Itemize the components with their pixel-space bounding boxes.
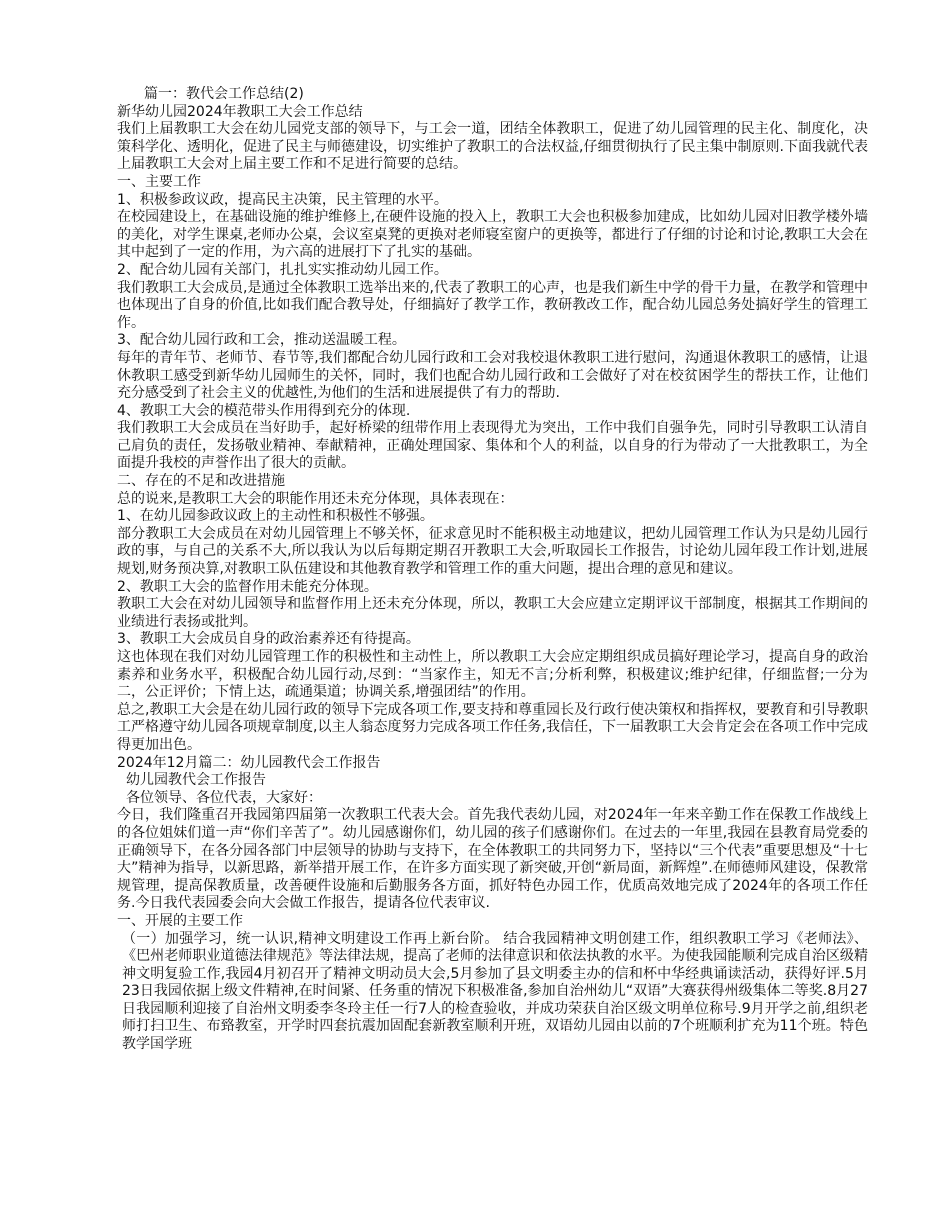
paragraph: 新华幼儿园2024年教职工大会工作总结 xyxy=(117,103,363,120)
paragraph: 2、配合幼儿园有关部门，扎扎实实推动幼儿园工作。 xyxy=(117,261,448,278)
paragraph: 各位领导、各位代表，大家好： xyxy=(126,789,322,806)
paragraph: 我们教职工大会成员在当好助手，起好桥梁的纽带作用上表现得尤为突出，工作中我们自强争先，同时引导教职工认清自己肩负的责任，发扬敬业精神、奉献精神，正确处理国家、集体和个人的利益，以自身的行为带动了一大批教职工，为全面提升我校的声誉作出了很大的贡献。 xyxy=(117,420,868,472)
paragraph: 今日，我们隆重召开我园第四届第一次教职工代表大会。首先我代表幼儿园，对2024年一年来辛勤工作在保教工作战线上的各位姐妹们道一声“你们辛苦了”。幼儿园感谢你们，幼儿园的孩子们感谢你们。在过去的一年里,我园在县教育局党委的正确领导下，在各分园各部门中层领导的协助与支持下，在全体教职工的共同努力下，坚持以“三个代表”重要思想及“十七大”精神为指导，以新思路，新举措开展工作，在许多方面实现了新突破,开创“新局面，新辉煌”.在师德师风建设，保教常规管理，提高保教质量，改善硬件设施和后勤服务各方面，抓好特色办园工作，优质高效地完成了2024年的各项工作任务.今日我代表园委会向大会做工作报告，提请各位代表审议. xyxy=(117,807,868,912)
paragraph: 这也体现在我们对幼儿园管理工作的积极性和主动性上，所以教职工大会应定期组织成员搞好理论学习，提高自身的政治素养和业务水平，积极配合幼儿园行动,尽到：“当家作主，知无不言;分析利弊，积极建议;维护纪律，仔细监督;一分为二，公正评价；下情上达，疏通渠道；协调关系,增强团结”的作用。 xyxy=(117,649,868,701)
paragraph: 篇一：教代会工作总结(2) xyxy=(144,86,304,102)
paragraph: 一、开展的主要工作 xyxy=(117,912,243,929)
paragraph: 2024年12月篇二：幼儿园教代会工作报告 xyxy=(117,754,381,771)
paragraph: 教职工大会在对幼儿园领导和监督作用上还未充分体现，所以，教职工大会应建立定期评议干部制度，根据其工作期间的业绩进行表扬或批判。 xyxy=(117,596,868,630)
paragraph: 1、在幼儿园参政议政上的主动性和积极性不够强。 xyxy=(117,508,434,525)
paragraph: 总之,教职工大会是在幼儿园行政的领导下完成各项工作,要支持和尊重园长及行政行使决策权和指挥权，要教育和引导教职工严格遵守幼儿园各项规章制度,以主人翁态度努力完成各项工作任务,我信任，下一届教职工大会肯定会在各项工作中完成得更加出色。 xyxy=(117,701,868,753)
paragraph: 3、教职工大会成员自身的政治素养还有待提高。 xyxy=(117,631,420,648)
paragraph: 幼儿园教代会工作报告 xyxy=(126,772,266,789)
paragraph: 总的说来,是教职工大会的职能作用还未充分体现，具体表现在： xyxy=(117,490,514,507)
paragraph: 每年的青年节、老师节、春节等,我们都配合幼儿园行政和工会对我校退休教职工进行慰问，沟通退休教职工的感情，让退休教职工感受到新华幼儿园师生的关怀，同时，我们也配合幼儿园行政和工会做好了对在校贫困学生的帮扶工作，让他们充分感受到了社会主义的优越性,为他们的生活和进展提供了有力的帮助. xyxy=(117,349,868,402)
paragraph: 我们教职工大会成员,是通过全体教职工选举出来的,代表了教职工的心声，也是我们新生中学的骨干力量，在教学和管理中也体现出了自身的价值,比如我们配合教导处，仔细搞好了教学工作，教研教改工作，配合幼儿园总务处搞好学生的管理工作。 xyxy=(117,279,868,331)
paragraph: 2、教职工大会的监督作用未能充分体现。 xyxy=(117,578,378,595)
paragraph: 4、教职工大会的模范带头作用得到充分的体现. xyxy=(117,402,411,419)
paragraph: 部分教职工大会成员在对幼儿园管理上不够关怀，征求意见时不能积极主动地建议，把幼儿园管理工作认为只是幼儿园行政的事，与自己的关系不大,所以我认为以后每期定期召开教职工大会,听取园长工作报告，讨论幼儿园年段工作计划,进展规划,财务预决算,对教职工队伍建设和其他教育教学和管理工作的重大问题，提出合理的意见和建议。 xyxy=(117,525,868,578)
paragraph: （一）加强学习，统一认识,精神文明建设工作再上新台阶。 结合我园精神文明创建工作，组织教职工学习《老师法》、《巴州老师职业道德法律规范》等法律法规，提高了老师的法律意识和依法执教的水平。为使我园能顺利完成自治区级精神文明复验工作,我园4月初召开了精神文明动员大会,5月参加了县文明委主办的信和杯中华经典诵读活动，获得好评.5月23日我园依据上级文件精神,在时间紧、任务重的情况下积极准备,参加自治州幼儿“双语”大赛获得州级集体二等奖.8月27日我园顺利迎接了自治州文明委李冬玲主任一行7人的检查验收，并成功荣获自治区级文明单位称号.9月开学之前,组织老师打扫卫生、布臵教室，开学时四套抗震加固配套新教室顺利开班，双语幼儿园由以前的7个班顺利扩充为11个班。特色教学国学班 xyxy=(122,930,868,1053)
paragraph: 一、主要工作 xyxy=(117,173,201,190)
paragraph: 3、配合幼儿园行政和工会，推动送温暖工程。 xyxy=(117,332,406,349)
paragraph: 我们上届教职工大会在幼儿园党支部的领导下，与工会一道，团结全体教职工，促进了幼儿园管理的民主化、制度化，决策科学化、透明化，促进了民主与师德建设，切实维护了教职工的合法权益,仔细贯彻执行了民主集中制原则.下面我就代表上届教职工大会对上届主要工作和不足进行简要的总结。 xyxy=(117,121,868,173)
paragraph: 在校园建设上，在基础设施的维护维修上,在硬件设施的投入上，教职工大会也积极参加建成，比如幼儿园对旧教学楼外墙的美化，对学生课桌,老师办公桌，会议室桌凳的更换对老师寝室窗户的更换等，都进行了仔细的讨论和讨论,教职工大会在其中起到了一定的作用，为六高的进展打下了扎实的基础。 xyxy=(117,209,868,261)
paragraph: 1、积极参政议政，提高民主决策，民主管理的水平。 xyxy=(117,191,448,208)
paragraph: 二、存在的不足和改进措施 xyxy=(117,473,285,490)
